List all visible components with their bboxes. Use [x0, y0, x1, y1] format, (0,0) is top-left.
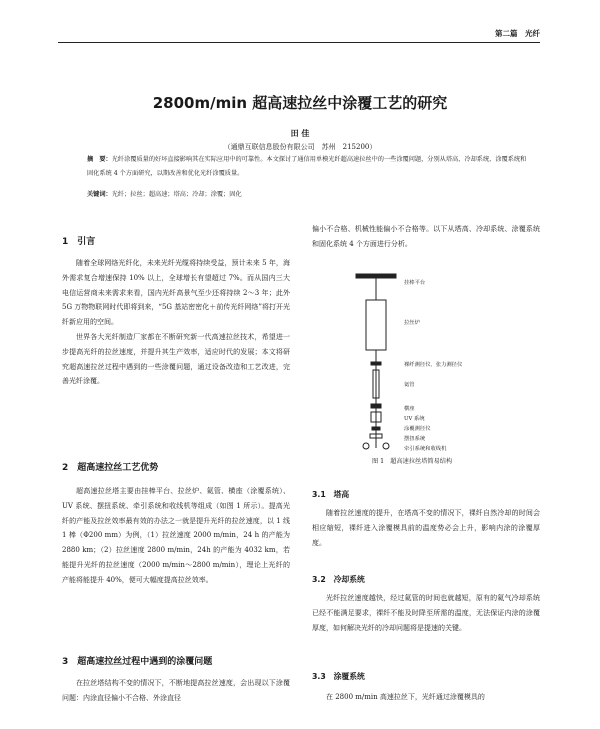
fig-label-die: 横座 [404, 406, 415, 412]
section-3-3-para: 在 2800 m/min 高速拉丝下，光纤通过涂覆模具的 [326, 693, 485, 701]
section-3-1-body [312, 506, 540, 550]
abstract-label: 摘 要： [87, 156, 112, 163]
keywords [87, 189, 527, 198]
abstract-text: 光纤涂覆质量的好坏直接影响其在实际应用中的可靠性。本文探讨了通信用单模光纤超高速拉丝中的一些涂覆问题，分别从塔高、冷却系统、涂覆系统和固化系统 4 个方面研究，以期改善和优化光纤涂覆质量。 [87, 156, 527, 177]
section-3-body [62, 676, 290, 706]
running-head: 第二篇 光纤 [495, 29, 540, 38]
section-2-para-1: 超高速拉丝塔主要由挂棒平台、拉丝炉、氦管、横座（涂覆系统）、UV 系统、摆扭系统、牵引系统和收线机等组成（如图 1 所示）。提高光纤的产能及拉丝效率最有效的办法之一就是提升光纤的拉丝速度，以 1 线 1 棒（Φ200 mm）为例，（1）拉丝速度 2000 m/min，24 h 的产能为 2880 km；（2）拉丝速度 2800 m/min，24h 的产能为 4032 km，若能提升光纤的拉丝速度（2000 m/min～2800 m/min），理论上光纤的产能将能提升 40%，便可大幅度提高拉丝效率。 [62, 487, 290, 584]
section-2-heading: 2 超高速拉丝工艺优势 [62, 463, 159, 473]
section-3-3-body [312, 690, 540, 705]
fig-label-uv: UV 系统 [404, 416, 425, 422]
section-1-body [62, 256, 290, 389]
coating-die-shape [371, 404, 381, 408]
coating-gauge-shape [372, 427, 380, 430]
section-3-2-body [312, 591, 540, 635]
keywords-text: 光纤；拉丝；超高速；塔高；冷却；涂覆；固化 [111, 191, 242, 198]
section-3-2-heading: 3.2 冷却系统 [312, 575, 365, 584]
section-3-heading: 3 超高速拉丝过程中遇到的涂覆问题 [62, 657, 213, 667]
section-1-para-2: 世界各大光纤制造厂家都在不断研究新一代高速拉丝技术，希望进一步提高光纤的拉丝速度，并提升其生产效率，适应时代的发展；本文将研究超高速拉丝过程中遇到的一些涂覆问题，通过设备改造和工艺改进，完善光纤涂覆。 [62, 332, 290, 386]
figure-1-drawing-tower [344, 270, 404, 452]
paper-title: 2800m/min 超高速拉丝中涂覆工艺的研究 [152, 94, 448, 112]
furnace-shape [366, 300, 386, 350]
right-top-body [312, 222, 540, 252]
section-1-heading: 1 引言 [62, 237, 96, 247]
fig-label-coating-gauge: 涂覆测径仪 [404, 426, 431, 432]
section-3-3-heading: 3.3 涂覆系统 [312, 672, 365, 681]
bare-fiber-gauge-shape [371, 362, 381, 365]
fig-label-bare-gauge: 裸纤测径仪、张力测径仪 [404, 362, 463, 368]
fig-label-helium: 氦管 [404, 382, 415, 388]
abstract [87, 153, 527, 181]
fig-label-capstan: 牵引系统和收线机 [404, 446, 447, 452]
fig-label-twist: 摆扭系统 [404, 436, 426, 442]
section-3-1-para: 随着拉丝速度的提升，在塔高不变的情况下，裸纤自然冷却的时间会相应缩短，裸纤进入涂覆模具前的温度势必会上升，影响内涂的涂覆厚度。 [312, 509, 540, 547]
header-rule [58, 42, 540, 43]
section-3-para-1: 在拉丝塔结构不变的情况下，不断地提高拉丝速度，会出现以下涂覆问题：内涂直径偏小不合格、外涂直径 [62, 679, 290, 702]
hanging-platform-shape [356, 274, 396, 278]
fig-label-furnace: 拉丝炉 [404, 320, 420, 326]
fig-label-platform: 挂棒平台 [404, 280, 426, 286]
right-continuation-para: 偏小不合格、机械性能偏小不合格等。以下从塔高、冷却系统、涂覆系统和固化系统 4 个方面进行分析。 [312, 225, 540, 248]
capstan-shape [363, 443, 369, 449]
section-3-1-heading: 3.1 塔高 [312, 490, 350, 499]
keywords-label: 关键词： [87, 191, 112, 198]
section-3-2-para: 光纤拉丝速度越快，经过氦管的时间也就越短，原有的氦气冷却系统已经不能满足要求，裸纤不能及时降至所需的温度，无法保证内涂的涂覆厚度，如何解决光纤的冷却问题将是提速的关键。 [312, 594, 540, 632]
section-2-body [62, 484, 290, 588]
section-1-para-1: 随着全球网络光纤化，未来光纤光缆将持续受益，预计未来 5 年，海外需求复合增速保持 10% 以上，全球增长有望超过 7%。而从国内三大电信运营商未来需求来看，国内光纤高景气至少还将持续 2～3 年；此外 5G 万物物联网时代即将到来，“5G 基站密密化＋前传光纤网络”将打开光纤新应用的空间。 [62, 259, 290, 327]
figure-1-caption: 图 1 超高速拉丝塔简易结构 [372, 458, 453, 465]
affiliation: （通鼎互联信息股份有限公司 苏州 215200） [223, 143, 377, 151]
author: 田 佳 [290, 128, 310, 138]
take-up-shape [383, 443, 389, 449]
